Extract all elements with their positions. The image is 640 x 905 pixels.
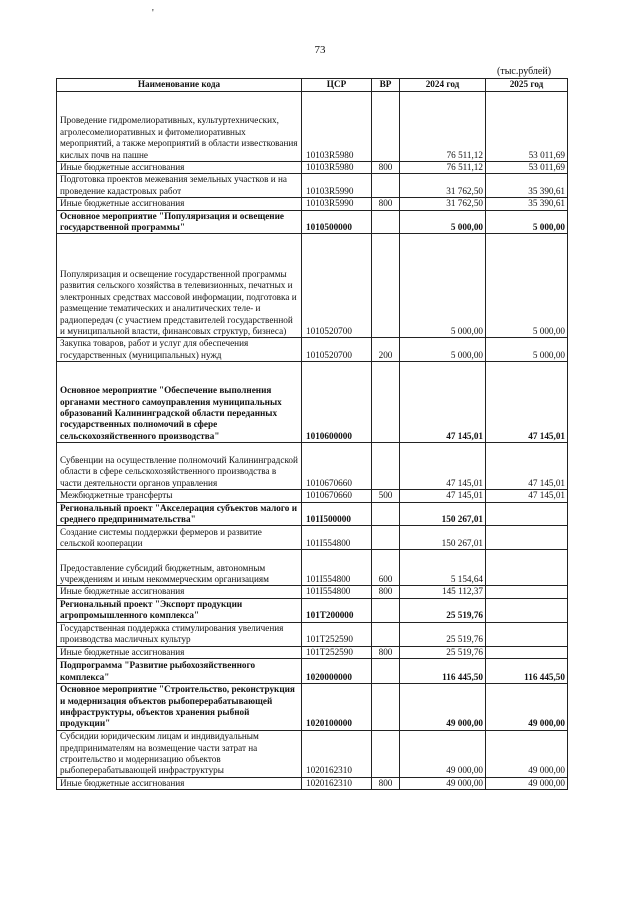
row-2025-cell: 35 390,61 [486, 198, 568, 210]
row-2025-cell: 5 000,00 [486, 338, 568, 362]
row-2025-cell [486, 646, 568, 658]
row-2025-cell: 47 145,01 [486, 362, 568, 443]
row-2024-cell: 31 762,50 [400, 174, 486, 198]
table-row [57, 210, 568, 234]
row-csr-cell: 1010670660 [302, 443, 372, 490]
row-2024-cell: 25 519,76 [400, 646, 486, 658]
row-vr-cell [372, 92, 400, 162]
header-vr: ВР [372, 79, 400, 92]
row-vr-cell [372, 234, 400, 338]
row-name-cell: Иные бюджетные ассигнования [57, 777, 302, 789]
row-2024-cell: 5 000,00 [400, 338, 486, 362]
row-vr-cell [372, 659, 400, 684]
row-2025-cell: 53 011,69 [486, 162, 568, 174]
row-csr-cell: 101I554800 [302, 586, 372, 598]
row-name-cell: Субсидии юридическим лицам и индивидуальным предпринимателям на возмещение части затрат на строительство и модернизацию объектов рыбоперерабатывающей инфраструктуры [57, 730, 302, 777]
row-csr-cell: 101I554800 [302, 550, 372, 586]
row-name-cell: Иные бюджетные ассигнования [57, 646, 302, 658]
row-csr-cell: 101T252590 [302, 646, 372, 658]
row-name-cell: Основное мероприятие "Строительство, реконструкция и модернизация объектов рыбоперерабатывающей инфраструктуры, объектов хранения рыбной продукции" [57, 684, 302, 731]
row-vr-cell [372, 622, 400, 646]
row-2024-cell: 76 511,12 [400, 92, 486, 162]
scan-mark: ' [152, 8, 154, 19]
table-row [57, 162, 568, 174]
table-row [57, 490, 568, 502]
table-header-row [57, 79, 568, 92]
row-name-cell: Иные бюджетные ассигнования [57, 586, 302, 598]
row-2024-cell: 49 000,00 [400, 684, 486, 731]
row-csr-cell: 10103R5980 [302, 162, 372, 174]
row-vr-cell: 500 [372, 490, 400, 502]
row-name-cell: Межбюджетные трансферты [57, 490, 302, 502]
table-row [57, 598, 568, 622]
row-2025-cell: 35 390,61 [486, 174, 568, 198]
row-2024-cell: 150 267,01 [400, 526, 486, 550]
row-vr-cell: 800 [372, 646, 400, 658]
row-vr-cell [372, 210, 400, 234]
row-2025-cell: 5 000,00 [486, 234, 568, 338]
table-row [57, 443, 568, 490]
table-row [57, 550, 568, 586]
row-2024-cell: 25 519,76 [400, 598, 486, 622]
row-vr-cell: 800 [372, 777, 400, 789]
row-vr-cell [372, 684, 400, 731]
row-name-cell: Иные бюджетные ассигнования [57, 162, 302, 174]
row-vr-cell [372, 443, 400, 490]
row-csr-cell: 1010520700 [302, 234, 372, 338]
table-row [57, 174, 568, 198]
unit-note: (тыс.рублей) [497, 66, 552, 77]
row-2024-cell: 76 511,12 [400, 162, 486, 174]
row-2024-cell: 150 267,01 [400, 502, 486, 526]
row-2025-cell: 53 011,69 [486, 92, 568, 162]
row-vr-cell [372, 730, 400, 777]
row-2024-cell: 116 445,50 [400, 659, 486, 684]
row-2025-cell: 116 445,50 [486, 659, 568, 684]
header-csr: ЦСР [302, 79, 372, 92]
row-2025-cell [486, 502, 568, 526]
row-csr-cell: 10103R5990 [302, 198, 372, 210]
row-2025-cell [486, 526, 568, 550]
row-2025-cell: 49 000,00 [486, 777, 568, 789]
row-2025-cell: 47 145,01 [486, 490, 568, 502]
row-csr-cell: 101T252590 [302, 622, 372, 646]
row-name-cell: Создание системы поддержки фермеров и развитие сельской кооперации [57, 526, 302, 550]
table-row [57, 684, 568, 731]
row-vr-cell: 200 [372, 338, 400, 362]
row-name-cell: Государственная поддержка стимулирования увеличения производства масличных культур [57, 622, 302, 646]
row-2025-cell: 49 000,00 [486, 730, 568, 777]
row-csr-cell: 1020162310 [302, 777, 372, 789]
row-name-cell: Закупка товаров, работ и услуг для обеспечения государственных (муниципальных) нужд [57, 338, 302, 362]
table-row [57, 659, 568, 684]
table-row [57, 730, 568, 777]
row-vr-cell [372, 598, 400, 622]
table-row [57, 586, 568, 598]
table-row [57, 92, 568, 162]
header-2024: 2024 год [400, 79, 486, 92]
row-2024-cell: 49 000,00 [400, 730, 486, 777]
row-2024-cell: 47 145,01 [400, 443, 486, 490]
row-name-cell: Основное мероприятие "Популяризация и освещение государственной программы" [57, 210, 302, 234]
row-2024-cell: 49 000,00 [400, 777, 486, 789]
table-row [57, 777, 568, 789]
row-name-cell: Проведение гидромелиоративных, культуртехнических, агролесомелиоративных и фитомелиоративных мероприятий, а также мероприятий в области известкования кислых почв на пашне [57, 92, 302, 162]
row-2024-cell: 145 112,37 [400, 586, 486, 598]
table-body [57, 92, 568, 790]
page-number: 73 [314, 44, 326, 56]
row-vr-cell [372, 362, 400, 443]
row-2025-cell [486, 550, 568, 586]
row-csr-cell: 1010500000 [302, 210, 372, 234]
header-2025: 2025 год [486, 79, 568, 92]
row-name-cell: Региональный проект "Акселерация субъектов малого и среднего предпринимательства" [57, 502, 302, 526]
row-csr-cell: 101I554800 [302, 526, 372, 550]
row-csr-cell: 1010600000 [302, 362, 372, 443]
row-csr-cell: 1020000000 [302, 659, 372, 684]
row-vr-cell [372, 502, 400, 526]
row-2024-cell: 25 519,76 [400, 622, 486, 646]
row-vr-cell: 800 [372, 586, 400, 598]
row-2025-cell [486, 622, 568, 646]
row-vr-cell [372, 526, 400, 550]
row-2025-cell [486, 598, 568, 622]
row-vr-cell: 600 [372, 550, 400, 586]
table-row [57, 338, 568, 362]
table-row [57, 234, 568, 338]
row-2024-cell: 31 762,50 [400, 198, 486, 210]
row-2024-cell: 47 145,01 [400, 490, 486, 502]
row-name-cell: Предоставление субсидий бюджетным, автономным учреждениям и иным некоммерческим организациям [57, 550, 302, 586]
row-name-cell: Региональный проект "Экспорт продукции агропромышленного комплекса" [57, 598, 302, 622]
table-row [57, 502, 568, 526]
row-name-cell: Подготовка проектов межевания земельных участков и на проведение кадастровых работ [57, 174, 302, 198]
row-name-cell: Популяризация и освещение государственной программы развития сельского хозяйства в телевизионных, печатных и электронных средствах массовой информации, подготовка и размещение тематических и аналитических теле- и радиопередач (с участием представителей государственной и муниципальной власти, финансовых структур, бизнеса) [57, 234, 302, 338]
row-csr-cell: 1010670660 [302, 490, 372, 502]
row-vr-cell: 800 [372, 162, 400, 174]
budget-table [56, 78, 568, 790]
row-vr-cell [372, 174, 400, 198]
row-name-cell: Основное мероприятие "Обеспечение выполнения органами местного самоуправления муниципальных образований Калининградской области переданных государственных полномочий в сфере сельскохозяйственного производства" [57, 362, 302, 443]
row-2025-cell [486, 586, 568, 598]
table-row [57, 198, 568, 210]
table-row [57, 362, 568, 443]
row-csr-cell: 1020162310 [302, 730, 372, 777]
header-name: Наименование кода [57, 79, 302, 92]
row-name-cell: Субвенции на осуществление полномочий Калининградской области в сфере сельскохозяйственного производства в части деятельности органов управления [57, 443, 302, 490]
row-csr-cell: 10103R5990 [302, 174, 372, 198]
row-2025-cell: 47 145,01 [486, 443, 568, 490]
row-csr-cell: 10103R5980 [302, 92, 372, 162]
table-row [57, 622, 568, 646]
row-csr-cell: 101T200000 [302, 598, 372, 622]
row-name-cell: Подпрограмма "Развитие рыбохозяйственного комплекса" [57, 659, 302, 684]
row-2025-cell: 49 000,00 [486, 684, 568, 731]
row-vr-cell: 800 [372, 198, 400, 210]
row-csr-cell: 1020100000 [302, 684, 372, 731]
row-csr-cell: 1010520700 [302, 338, 372, 362]
row-2024-cell: 47 145,01 [400, 362, 486, 443]
row-2025-cell: 5 000,00 [486, 210, 568, 234]
row-name-cell: Иные бюджетные ассигнования [57, 198, 302, 210]
row-2024-cell: 5 154,64 [400, 550, 486, 586]
row-csr-cell: 101I500000 [302, 502, 372, 526]
table-row [57, 526, 568, 550]
table-row [57, 646, 568, 658]
row-2024-cell: 5 000,00 [400, 210, 486, 234]
row-2024-cell: 5 000,00 [400, 234, 486, 338]
